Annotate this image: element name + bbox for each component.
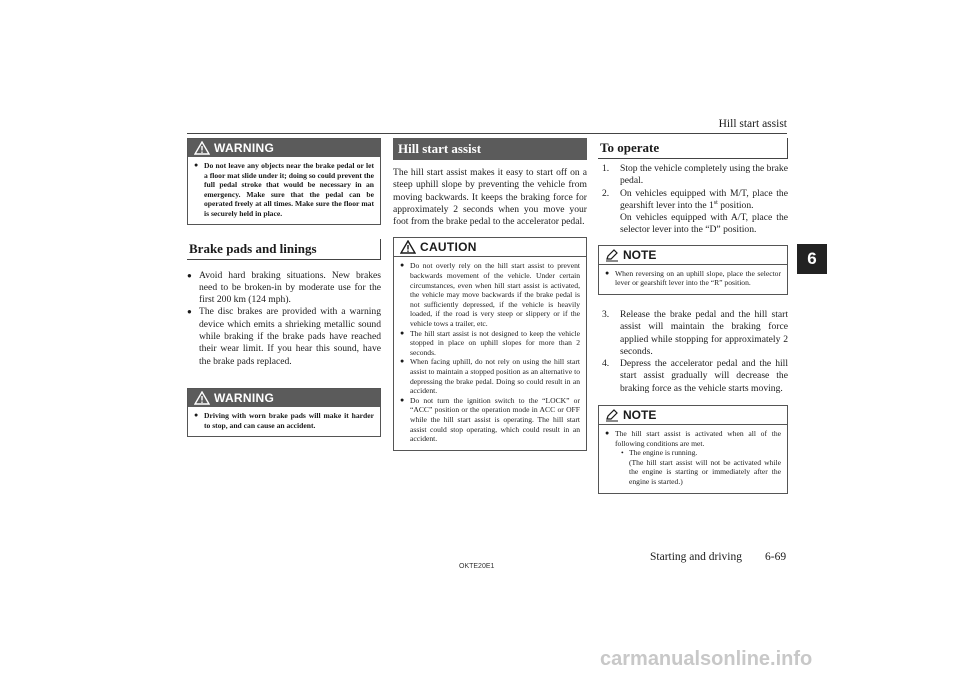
list-item: 3. Release the brake pedal and the hill start assist will maintain the braking force applied while stopping for approximately 2 seconds.: [602, 308, 788, 357]
note-pencil-icon: [605, 408, 619, 422]
column-3: [598, 138, 788, 494]
list-item: 1. Stop the vehicle completely using the brake pedal.: [602, 163, 788, 187]
list-item: ● The disc brakes are provided with a warning device which emits a shrieking metallic sound while braking if the brake pads have reached their wear limit. If you hear this sound, have the brake pads replaced.: [187, 306, 381, 367]
header-rule: [187, 133, 787, 134]
warning-item: ● Do not leave any objects near the brake pedal or let a floor mat slide under it; doing so could prevent the full pedal stroke that would be necessary in an emergency. Make sure that the pedal can be operated freely at all times. Make sure the floor mat is securely held in place.: [194, 161, 374, 218]
intro-paragraph: The hill start assist makes it easy to start off on a steep uphill slope by preventing the vehicle from moving backwards. It keeps the braking force for approximately 2 seconds when you move your foot from the brake pedal to the accelerator pedal.: [393, 167, 587, 228]
bullet-icon: ●: [187, 270, 192, 280]
warning-box: [187, 388, 381, 437]
note-header: [599, 246, 787, 265]
section-heading: Brake pads and linings: [187, 239, 381, 260]
warning-label: WARNING: [214, 390, 275, 405]
bullet-icon: ●: [400, 357, 405, 366]
list-item: 2. On vehicles equipped with M/T, place the gearshift lever into the 1st position. On vehicles equipped with A/T, place the selector lever into the “D” position.: [602, 187, 788, 236]
caution-item: ● The hill start assist is not designed to keep the vehicle stopped in place on uphill slopes for more than 2 seconds.: [400, 328, 580, 357]
list-item: 4. Depress the accelerator pedal and the hill start assist gradually will decrease the braking force as the vehicle starts moving.: [602, 358, 788, 394]
steps-list: [598, 163, 788, 237]
watermark: carmanualsonline.info: [600, 648, 813, 670]
sub-item: • The engine is running. (The hill start assist will not be activated while the engine is starting or immediately after the engine is started.): [621, 448, 781, 487]
caution-item: ● Do not overly rely on the hill start assist to prevent backwards movement of the vehicle. Under certain circumstances, even when hill start assist is activated, the vehicle may move backwards if the brake pedal is not sufficiently depressed, if the vehicle is heavily loaded, if the road is very steep or slippery or if the vehicle tows a trailer, etc.: [400, 261, 580, 329]
running-header: Hill start assist: [718, 118, 787, 130]
note-box: [598, 245, 788, 295]
list-item: ● Avoid hard braking situations. New brakes need to be broken-in by moderate use for the first 200 km (124 mph).: [187, 269, 381, 306]
column-2: [393, 138, 587, 451]
section-heading: Hill start assist: [393, 138, 587, 160]
bullet-icon: ●: [400, 328, 405, 337]
note-label: NOTE: [623, 408, 657, 423]
note-item: ● The hill start assist is activated when all of the following conditions are met. • The engine is running. (The hill start assist will not be activated while the engine is starting or immediately after the engine is started.): [605, 429, 781, 487]
sub-bullet-icon: •: [621, 448, 624, 458]
warning-triangle-icon: [194, 391, 210, 405]
page-number: 6-69: [765, 551, 787, 563]
bullet-icon: ●: [400, 395, 405, 404]
caution-item: ● When facing uphill, do not rely on using the hill start assist to maintain a stopped position as an alternative to depressing the brake pedal. Doing so could result in an accident.: [400, 357, 580, 396]
footer-code: OKTE20E1: [459, 563, 495, 570]
bullet-icon: ●: [194, 161, 199, 169]
bullet-icon: ●: [605, 268, 610, 277]
steps-list: [598, 309, 788, 395]
column-1: [187, 138, 381, 437]
bullet-icon: ●: [400, 261, 405, 270]
warning-item: ● Driving with worn brake pads will make it harder to stop, and can cause an accident.: [194, 410, 374, 430]
warning-header: [188, 139, 380, 157]
caution-box: [393, 237, 587, 450]
bullet-icon: ●: [187, 307, 192, 317]
bullet-icon: ●: [194, 410, 199, 419]
footer-section: Starting and driving: [650, 551, 742, 563]
bullet-icon: ●: [605, 429, 610, 438]
warning-label: WARNING: [214, 141, 275, 155]
caution-item: ● Do not turn the ignition switch to the “LOCK” or “ACC” position or the operation mode in ACC or OFF while the hill start assist is operating. The hill start assist could stop operating, which could result in an accident.: [400, 395, 580, 444]
warning-header: [188, 389, 380, 407]
note-label: NOTE: [623, 247, 657, 262]
warning-triangle-icon: [194, 141, 210, 155]
section-heading: To operate: [598, 138, 788, 159]
caution-header: [394, 238, 586, 257]
warning-box: [187, 138, 381, 225]
note-header: [599, 406, 787, 425]
note-pencil-icon: [605, 248, 619, 262]
caution-label: CAUTION: [420, 240, 477, 255]
chapter-tab: 6: [797, 244, 827, 274]
warning-triangle-icon: [400, 240, 416, 254]
brake-pads-list: [187, 270, 381, 368]
note-box: [598, 405, 788, 494]
note-item: ● When reversing on an uphill slope, place the selector lever or gearshift lever into the “R” position.: [605, 268, 781, 288]
